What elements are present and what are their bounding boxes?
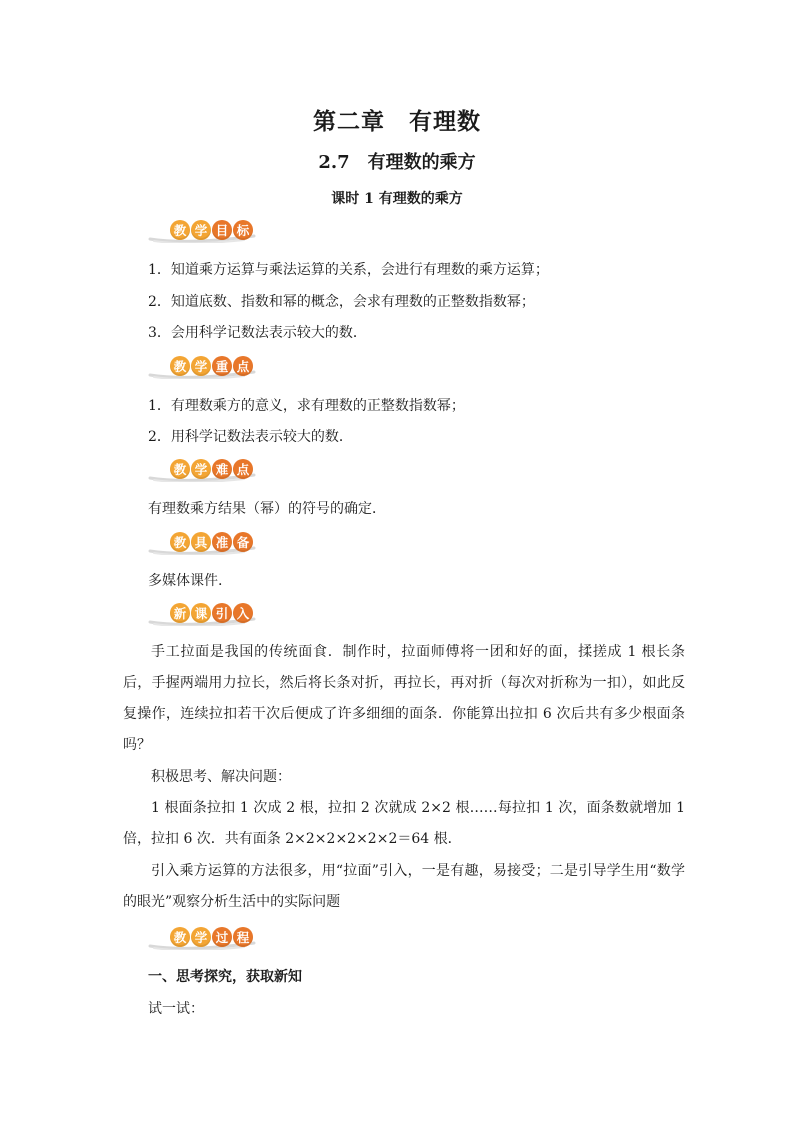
heading-char: 学 — [191, 356, 211, 376]
heading-char: 教 — [170, 927, 190, 947]
heading-char: 具 — [191, 532, 211, 552]
key-points-heading — [148, 355, 278, 379]
heading-char: 点 — [233, 356, 253, 376]
difficulties-heading — [148, 458, 278, 482]
heading-char: 备 — [233, 532, 253, 552]
heading-char: 学 — [191, 220, 211, 240]
heading-char: 引 — [212, 603, 232, 623]
key-point-item: 1．有理数乘方的意义，求有理数的正整数指数幂； — [148, 398, 465, 414]
heading-char: 课 — [191, 603, 211, 623]
intro-paragraph: 手工拉面是我国的传统面食．制作时，拉面师傅将一团和好的面，揉搓成 1 根长条后，手握两端用力拉长，然后将长条对折，再拉长，再对折（每次对折称为一扣），如此反复操作，连续拉扣若干次后便成了许多细细的面条．你能算出拉扣 6 次后共有多少根面条吗？ — [123, 644, 685, 753]
heading-char: 过 — [212, 927, 232, 947]
heading-char: 重 — [212, 356, 232, 376]
section-title: 2.7 有理数的乘方 — [318, 152, 476, 173]
heading-char: 点 — [233, 459, 253, 479]
heading-char: 目 — [212, 220, 232, 240]
objective-item: 3．会用科学记数法表示较大的数． — [148, 325, 367, 341]
process-subheading: 一、思考探究，获取新知 — [148, 969, 302, 985]
heading-char: 入 — [233, 603, 253, 623]
heading-char: 教 — [170, 356, 190, 376]
introduction-heading — [148, 602, 278, 626]
lesson-title: 课时 1 有理数的乘方 — [331, 191, 463, 207]
heading-char: 准 — [212, 532, 232, 552]
heading-char: 程 — [233, 927, 253, 947]
key-point-item: 2．用科学记数法表示较大的数． — [148, 429, 353, 445]
materials-text: 多媒体课件. — [148, 573, 223, 589]
intro-paragraph: 积极思考、解决问题： — [151, 769, 291, 785]
heading-char: 学 — [191, 927, 211, 947]
objective-item: 1．知道乘方运算与乘法运算的关系，会进行有理数的乘方运算； — [148, 262, 549, 278]
materials-heading — [148, 531, 278, 555]
heading-char: 教 — [170, 532, 190, 552]
objective-item: 2．知道底数、指数和幂的概念，会求有理数的正整数指数幂； — [148, 294, 535, 310]
difficulty-text: 有理数乘方结果（幂）的符号的确定． — [148, 501, 386, 517]
heading-char: 教 — [170, 220, 190, 240]
heading-char: 标 — [233, 220, 253, 240]
chapter-title: 第二章 有理数 — [313, 108, 481, 135]
intro-paragraph: 1 根面条拉扣 1 次成 2 根，拉扣 2 次就成 2×2 根……每拉扣 1 次，面条数就增加 1 倍，拉扣 6 次．共有面条 2×2×2×2×2×2＝64 根． — [123, 800, 685, 847]
intro-paragraph: 引入乘方运算的方法很多，用“拉面”引入，一是有趣，易接受；二是引导学生用“数学的眼光”观察分析生活中的实际问题 — [123, 863, 685, 910]
heading-char: 学 — [191, 459, 211, 479]
heading-char: 教 — [170, 459, 190, 479]
heading-char: 难 — [212, 459, 232, 479]
process-heading — [148, 926, 278, 950]
process-text: 试一试： — [148, 1001, 204, 1017]
heading-char: 新 — [170, 603, 190, 623]
objectives-heading — [148, 219, 278, 243]
